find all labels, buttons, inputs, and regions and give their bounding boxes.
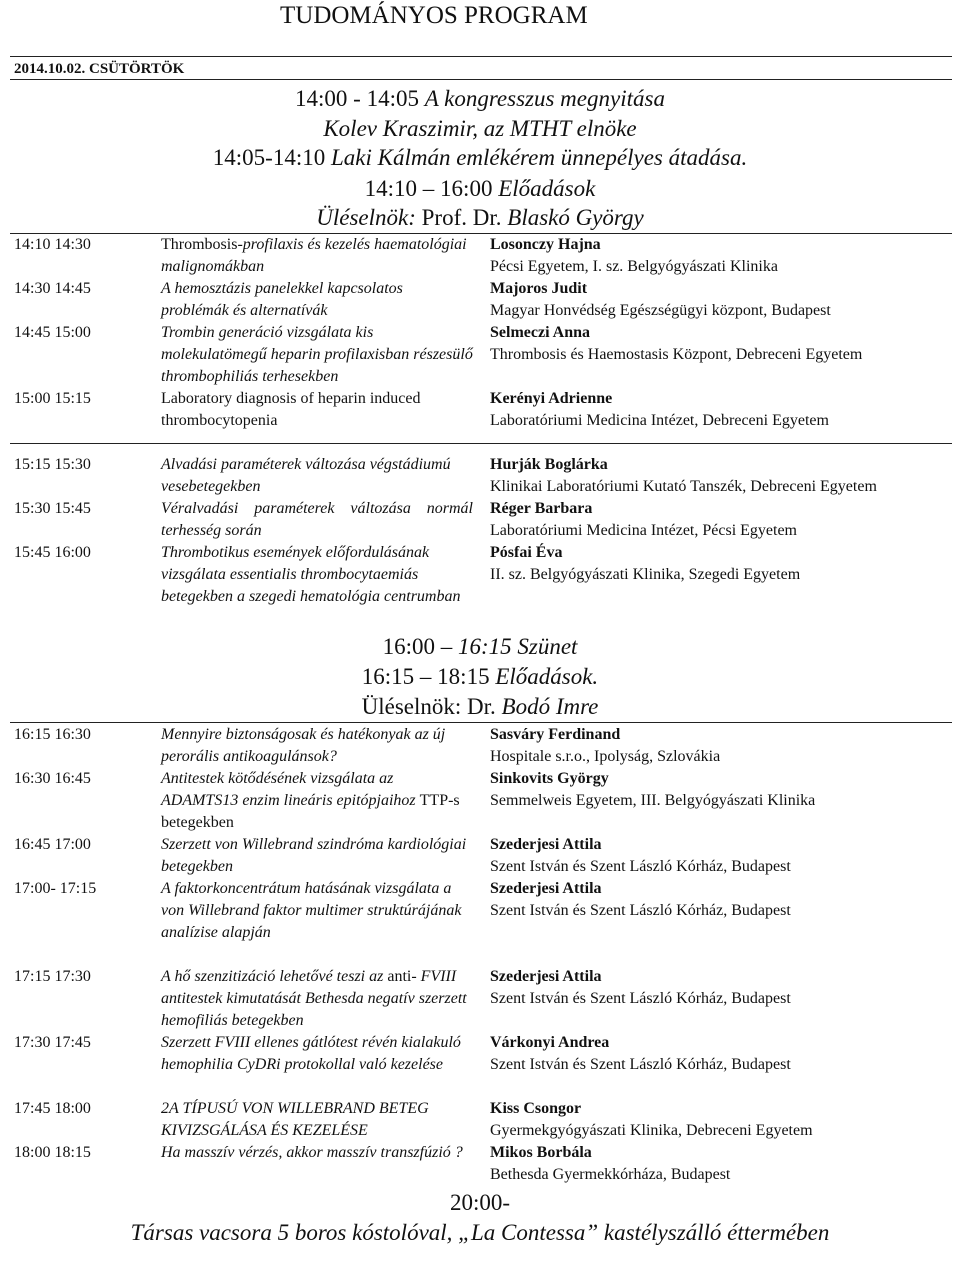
talk-title: Antitestek kötődésének vizsgálata az ADAMTS13 enzim lineáris epitópjaihoz TTP-s betegekben: [161, 770, 460, 831]
divider: [10, 443, 952, 444]
break-heading: [0, 632, 960, 662]
talk-time: 16:15 16:30: [14, 726, 91, 743]
talk-speaker: Selmeczi Anna Thrombosis és Haemostasis Központ, Debreceni Egyetem: [490, 324, 863, 363]
talk-time: 14:30 14:45: [14, 280, 91, 297]
talk-speaker: Majoros Judit Magyar Honvédség Egészségügyi központ, Budapest: [490, 280, 831, 319]
talk-speaker: Sasváry Ferdinand Hospitale s.r.o., Ipolyság, Szlovákia: [490, 726, 721, 765]
talk-speaker: Pósfai Éva II. sz. Belgyógyászati Klinika, Szegedi Egyetem: [490, 544, 801, 583]
talk-title: Trombin generáció vizsgálata kis molekulatömegű heparin profilaxisban részesülő thrombophiliás terhesekben: [161, 324, 473, 385]
session1-chair-name: Blaskó György: [507, 205, 644, 230]
talk-speaker: Szederjesi Attila Szent István és Szent László Kórház, Budapest: [490, 968, 791, 1007]
session1-chair-label: Üléselnök:: [316, 205, 416, 230]
talk-speaker: Réger Barbara Laboratóriumi Medicina Intézet, Pécsi Egyetem: [490, 500, 797, 539]
talk-title: Thrombosis-profilaxis és kezelés haematológiai malignomákban: [161, 236, 467, 275]
session1-label: Előadások: [498, 176, 596, 201]
talk-speaker: Kiss Csongor Gyermekgyógyászati Klinika, Debreceni Egyetem: [490, 1100, 813, 1139]
opening-line-1: [0, 84, 960, 114]
talk-title: A hemosztázis panelekkel kapcsolatos problémák és alternatívák: [161, 280, 403, 319]
talk-title: 2A TÍPUSÚ VON WILLEBRAND BETEG KIVIZSGÁLÁSA ÉS KEZELÉSE: [161, 1100, 429, 1139]
talk-time: 15:00 15:15: [14, 390, 91, 407]
talk-title: Szerzett FVIII ellenes gátlótest révén kialakuló hemophilia CyDRi protokollal való kezelése: [161, 1034, 461, 1073]
award-title: Laki Kálmán emlékérem ünnepélyes átadása.: [330, 145, 748, 170]
talk-title: Szerzett von Willebrand szindróma kardiológiai betegekben: [161, 836, 467, 875]
opening-speaker: Kolev Kraszimir, az MTHT elnöke: [323, 116, 637, 141]
talk-speaker: Kerényi Adrienne Laboratóriumi Medicina Intézet, Debreceni Egyetem: [490, 390, 829, 429]
talk-time: 17:45 18:00: [14, 1100, 91, 1117]
session1-time: 14:10 – 16:00: [364, 176, 493, 201]
talk-speaker: Losonczy Hajna Pécsi Egyetem, I. sz. Belgyógyászati Klinika: [490, 236, 778, 275]
talk-time: 15:15 15:30: [14, 456, 91, 473]
session2-chair-name: Bodó Imre: [501, 694, 599, 719]
session1-heading: [0, 174, 960, 204]
talk-title: Thrombotikus események előfordulásának vizsgálata essentialis thrombocytaemiás betegekben a szegedi hematológia centrumban: [161, 544, 461, 605]
opening-time: 14:00 - 14:05: [295, 86, 419, 111]
opening-line-3: [0, 143, 960, 173]
talk-title: Mennyire biztonságosak és hatékonyak az új perorális antikoagulánsok?: [161, 726, 446, 765]
talk-time: 14:10 14:30: [14, 236, 91, 253]
talk-title: Alvadási paraméterek változása végstádiumú vesebetegekben: [161, 456, 451, 495]
dinner-time: 20:00-: [449, 1190, 511, 1215]
talk-speaker: Hurják Boglárka Klinikai Laboratóriumi Kutató Tanszék, Debreceni Egyetem: [490, 456, 877, 495]
session2-time: 16:15 – 18:15: [361, 664, 490, 689]
session2-label: Előadások.: [495, 664, 599, 689]
opening-title: A kongresszus megnyitása: [424, 86, 665, 111]
talk-speaker: Szederjesi Attila Szent István és Szent László Kórház, Budapest: [490, 880, 791, 919]
talk-time: 17:15 17:30: [14, 968, 91, 985]
opening-line-2: [0, 114, 960, 144]
talk-time: 15:30 15:45: [14, 500, 91, 517]
talk-speaker: Mikos Borbála Bethesda Gyermekkórháza, Budapest: [490, 1144, 731, 1183]
page-title: TUDOMÁNYOS PROGRAM: [280, 2, 588, 29]
session2-chair-label: Üléselnök: Dr.: [361, 694, 496, 719]
break-time-end: 16:15: [457, 634, 512, 659]
talk-time: 14:45 15:00: [14, 324, 91, 341]
talk-speaker: Sinkovits György Semmelweis Egyetem, III. Belgyógyászati Klinika: [490, 770, 816, 809]
session2-chair: [0, 692, 960, 722]
talk-time: 16:30 16:45: [14, 770, 91, 787]
date-bar: 2014.10.02. CSÜTÖRTÖK: [10, 56, 952, 80]
divider: [10, 722, 952, 723]
award-time: 14:05-14:10: [212, 145, 326, 170]
talk-time: 15:45 16:00: [14, 544, 91, 561]
talk-speaker: Szederjesi Attila Szent István és Szent László Kórház, Budapest: [490, 836, 791, 875]
talk-time: 17:00- 17:15: [14, 880, 97, 897]
session2-heading: [0, 662, 960, 692]
talk-title: A hő szenzitizáció lehetővé teszi az anti- FVIII antitestek kimutatását Bethesda negatív szerzett hemofiliás betegekben: [161, 968, 467, 1029]
talk-speaker: Várkonyi Andrea Szent István és Szent László Kórház, Budapest: [490, 1034, 791, 1073]
session1-chair-title: Prof. Dr.: [421, 205, 502, 230]
talk-title: Véralvadási paraméterek változása normál terhesség során: [161, 500, 473, 539]
talk-title: A faktorkoncentrátum hatásának vizsgálata a von Willebrand faktor multimer struktúrájának analízise alapján: [161, 880, 462, 941]
talk-title: Ha masszív vérzés, akkor masszív transzfúzió ?: [161, 1144, 463, 1161]
talk-time: 16:45 17:00: [14, 836, 91, 853]
talk-time: 17:30 17:45: [14, 1034, 91, 1051]
talk-title: Laboratory diagnosis of heparin induced thrombocytopenia: [161, 390, 421, 429]
session1-chair: [0, 203, 960, 233]
dinner-description: Társas vacsora 5 boros kóstolóval, „La Contessa” kastélyszálló éttermében: [130, 1220, 830, 1245]
talk-time: 18:00 18:15: [14, 1144, 91, 1161]
break-label: Szünet: [517, 634, 578, 659]
break-time-start: 16:00 –: [382, 634, 453, 659]
